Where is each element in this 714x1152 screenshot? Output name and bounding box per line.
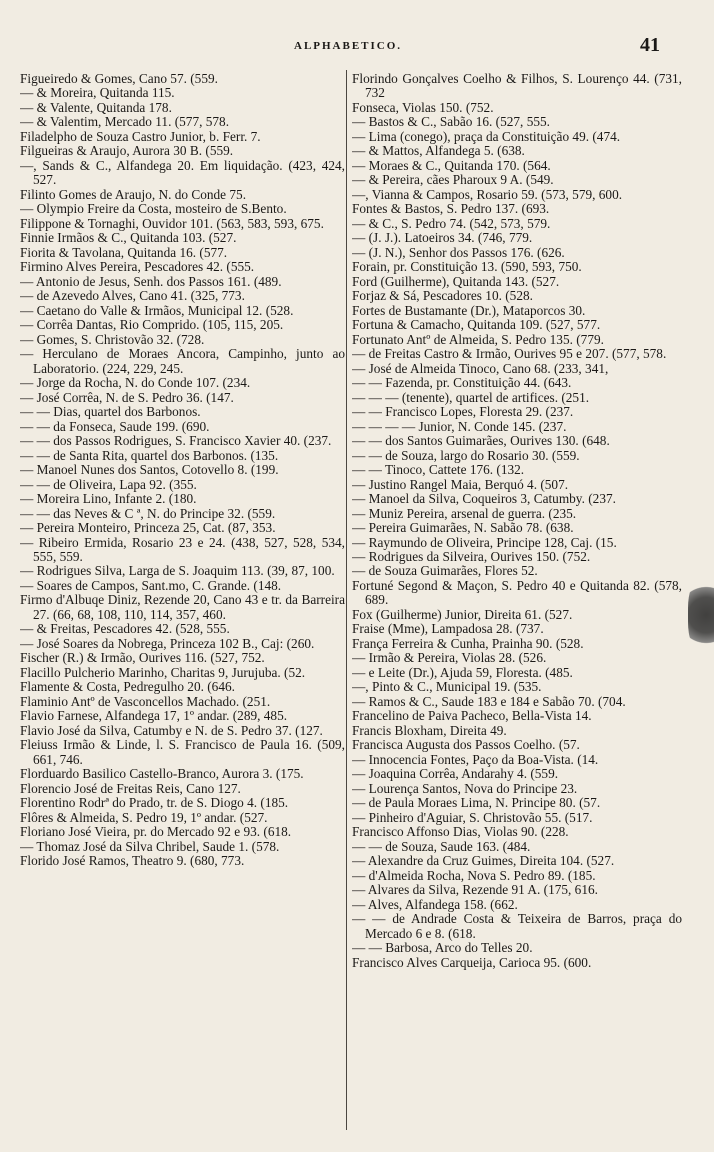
directory-entry: Fortuna & Camacho, Quitanda 109. (527, 577. xyxy=(352,317,601,333)
directory-entry: — — Barbosa, Arco do Telles 20. xyxy=(352,940,533,956)
directory-entry: — — de Santa Rita, quartel dos Barbonos. (135. xyxy=(20,447,279,463)
directory-entry: — Soares de Campos, Sant.mo, C. Grande. (148. xyxy=(20,577,282,593)
directory-entry: — Justino Rangel Maia, Berquó 4. (507. xyxy=(352,476,569,492)
directory-entry: Francis Bloxham, Direita 49. xyxy=(352,722,507,738)
directory-entry: — — de Andrade Costa & Teixeira de Barros, praça do Mercado 6 e 8. (618. xyxy=(352,911,682,941)
directory-entry: —, Pinto & C., Municipal 19. (535. xyxy=(352,679,542,695)
page-number: 41 xyxy=(640,34,660,56)
directory-entry: — Lourença Santos, Nova do Principe 23. xyxy=(352,780,578,796)
directory-entry: — (J. N.), Senhor dos Passos 176. (626. xyxy=(352,244,565,260)
directory-entry: — & Pereira, cães Pharoux 9 A. (549. xyxy=(352,172,554,188)
directory-entry: — Irmão & Pereira, Violas 28. (526. xyxy=(352,650,547,666)
directory-entry: —, Sands & C., Alfandega 20. Em liquidação. (423, 424, 527. xyxy=(20,157,345,188)
directory-entry: — Antonio de Jesus, Senh. dos Passos 161. (489. xyxy=(20,273,282,289)
directory-entry: —, Vianna & Campos, Rosario 59. (573, 579, 600. xyxy=(352,186,623,202)
directory-entry: — de Freitas Castro & Irmão, Ourives 95 e 207. (577, 578. xyxy=(352,346,667,362)
directory-entry: — Pereira Monteiro, Princeza 25, Cat. (87, 353. xyxy=(20,520,276,536)
directory-entry: Filadelpho de Souza Castro Junior, b. Ferr. 7. xyxy=(20,128,261,144)
directory-entry: Fortuné Segond & Maçon, S. Pedro 40 e Quitanda 82. (578, 689. xyxy=(352,577,682,608)
directory-entry: Finnie Irmãos & C., Quitanda 103. (527. xyxy=(20,230,237,246)
page-header xyxy=(0,34,714,60)
directory-entry: — — — — Junior, N. Conde 145. (237. xyxy=(352,418,567,434)
directory-entry: — José Soares da Nobrega, Princeza 102 B., Caj: (260. xyxy=(20,635,315,651)
directory-entry: Florentino Rodrª do Prado, tr. de S. Diogo 4. (185. xyxy=(20,795,289,811)
directory-entry: Floriano José Vieira, pr. do Mercado 92 e 93. (618. xyxy=(20,824,292,840)
directory-entry: Fortunato Antº de Almeida, S. Pedro 135. (779. xyxy=(352,331,604,347)
directory-entry: — Pinheiro d'Aguiar, S. Christovão 55. (517. xyxy=(352,809,593,825)
directory-entry: — José Corrêa, N. de S. Pedro 36. (147. xyxy=(20,389,234,405)
directory-entry: — Jorge da Rocha, N. do Conde 107. (234. xyxy=(20,375,251,391)
directory-entry: França Ferreira & Cunha, Prainha 90. (528. xyxy=(352,635,584,651)
directory-entry: Firmo d'Albuqe Diniz, Rezende 20, Cano 43 e tr. da Barreira 27. (66, 68, 108, 110, 114, 357, 460. xyxy=(20,592,345,622)
directory-entry: — — dos Santos Guimarães, Ourives 130. (648. xyxy=(352,433,610,449)
right-column xyxy=(352,72,682,1132)
directory-entry: — Lima (conego), praça da Constituição 49. (474. xyxy=(352,128,621,144)
directory-entry: — & Freitas, Pescadores 42. (528, 555. xyxy=(20,621,230,637)
directory-entry: Flôres & Almeida, S. Pedro 19, 1º andar. (527. xyxy=(20,809,268,825)
directory-entry: Forjaz & Sá, Pescadores 10. (528. xyxy=(352,288,533,304)
directory-entry: — — de Souza, largo do Rosario 30. (559. xyxy=(352,447,580,463)
directory-entry: Francisco Alves Carqueija, Carioca 95. (600. xyxy=(352,954,592,970)
directory-entry: — Manoel Nunes dos Santos, Cotovello 8. (199. xyxy=(20,462,279,478)
directory-entry: — José de Almeida Tinoco, Cano 68. (233, 341, xyxy=(352,360,609,376)
directory-entry: — Gomes, S. Christovão 32. (728. xyxy=(20,331,205,347)
directory-entry: Forain, pr. Constituição 13. (590, 593, 750. xyxy=(352,259,582,275)
directory-entry: — & Mattos, Alfandega 5. (638. xyxy=(352,143,525,159)
directory-entry: — de Azevedo Alves, Cano 41. (325, 773. xyxy=(20,288,245,304)
directory-entry: — Alvares da Silva, Rezende 91 A. (175, 616. xyxy=(352,882,598,898)
directory-entry: — Rodrigues da Silveira, Ourives 150. (752. xyxy=(352,548,591,564)
directory-entry: Flamente & Costa, Pedregulho 20. (646. xyxy=(20,679,235,695)
directory-entry: Florindo Gonçalves Coelho & Filhos, S. Lourenço 44. (731, 732 xyxy=(352,72,682,101)
directory-entry: — — Fazenda, pr. Constituição 44. (643. xyxy=(352,375,572,391)
directory-entry: Fonseca, Violas 150. (752. xyxy=(352,99,494,115)
directory-entry: Francelino de Paiva Pacheco, Bella-Vista 14. xyxy=(352,708,592,724)
directory-entry: — Joaquina Corrêa, Andarahy 4. (559. xyxy=(352,766,559,782)
directory-entry: Firmino Alves Pereira, Pescadores 42. (555. xyxy=(20,259,255,275)
directory-entry: — Moreira Lino, Infante 2. (180. xyxy=(20,491,197,507)
directory-entry: — Ribeiro Ermida, Rosario 23 e 24. (438, 527, 528, 534, 555, 559. xyxy=(20,534,345,564)
directory-entry: Ford (Guilherme), Quitanda 143. (527. xyxy=(352,273,560,289)
directory-entry: Flavio Farnese, Alfandega 17, 1º andar. (289, 485. xyxy=(20,708,288,724)
directory-entry: — Corrêa Dantas, Rio Comprido. (105, 115, 205. xyxy=(20,317,284,333)
directory-entry: Filgueiras & Araujo, Aurora 30 B. (559. xyxy=(20,143,234,159)
directory-entry: Florencio José de Freitas Reis, Cano 127. xyxy=(20,780,241,796)
directory-entry: Flaminio Antº de Vasconcellos Machado. (251. xyxy=(20,693,271,709)
directory-entry: — — de Oliveira, Lapa 92. (355. xyxy=(20,476,197,492)
directory-entry: Fontes & Bastos, S. Pedro 137. (693. xyxy=(352,201,550,217)
directory-entry: — e Leite (Dr.), Ajuda 59, Floresta. (485. xyxy=(352,664,573,680)
running-head: ALPHABETICO. xyxy=(294,40,403,52)
directory-entry: Filinto Gomes de Araujo, N. do Conde 75. xyxy=(20,186,247,202)
directory-entry: — — — (tenente), quartel de artifices. (251. xyxy=(352,389,590,405)
directory-entry: — & Valentim, Mercado 11. (577, 578. xyxy=(20,114,230,130)
directory-entry: — — da Fonseca, Saude 199. (690. xyxy=(20,418,210,434)
directory-entry: — — Tinoco, Cattete 176. (132. xyxy=(352,462,525,478)
directory-entry: Fleiuss Irmão & Linde, l. S. Francisco de Paula 16. (509, 661, 746. xyxy=(20,737,345,767)
directory-entry: Fiorita & Tavolana, Quitanda 16. (577. xyxy=(20,244,228,260)
directory-entry: — & C., S. Pedro 74. (542, 573, 579. xyxy=(352,215,551,231)
directory-entry: — Alves, Alfandega 158. (662. xyxy=(352,896,518,912)
directory-entry: — de Souza Guimarães, Flores 52. xyxy=(352,563,538,579)
directory-entry: — — de Souza, Saude 163. (484. xyxy=(352,838,531,854)
directory-entry: — Herculano de Moraes Ancora, Campinho, junto ao Laboratorio. (224, 229, 245. xyxy=(20,346,345,376)
directory-entry: Fraise (Mme), Lampadosa 28. (737. xyxy=(352,621,544,637)
directory-entry: Florduardo Basilico Castello-Branco, Aurora 3. (175. xyxy=(20,766,304,782)
directory-entry: — — Dias, quartel dos Barbonos. xyxy=(20,404,201,420)
directory-entry: — Pereira Guimarães, N. Sabão 78. (638. xyxy=(352,520,574,536)
directory-entry: Fortes de Bustamante (Dr.), Mataporcos 30. xyxy=(352,302,586,318)
directory-entry: — — Francisco Lopes, Floresta 29. (237. xyxy=(352,404,574,420)
directory-entry: Filippone & Tornaghi, Ouvidor 101. (563, 583, 593, 675. xyxy=(20,215,324,231)
directory-entry: Francisco Affonso Dias, Violas 90. (228. xyxy=(352,824,569,840)
directory-entry: — Manoel da Silva, Coqueiros 3, Catumby. (237. xyxy=(352,491,616,507)
directory-entry: — d'Almeida Rocha, Nova S. Pedro 89. (185. xyxy=(352,867,596,883)
directory-entry: — & Valente, Quitanda 178. xyxy=(20,99,172,115)
directory-entry: — de Paula Moraes Lima, N. Principe 80. (57. xyxy=(352,795,601,811)
directory-entry: — Innocencia Fontes, Paço da Boa-Vista. (14. xyxy=(352,751,599,767)
directory-entry: — & Moreira, Quitanda 115. xyxy=(20,85,175,101)
directory-entry: Fox (Guilherme) Junior, Direita 61. (527. xyxy=(352,606,573,622)
directory-entry: — Muniz Pereira, arsenal de guerra. (235. xyxy=(352,505,577,521)
directory-entry: — Alexandre da Cruz Guimes, Direita 104. (527. xyxy=(352,853,615,869)
directory-entry: — — das Neves & C ª, N. do Principe 32. (559. xyxy=(20,505,276,521)
directory-entry: Flavio José da Silva, Catumby e N. de S. Pedro 37. (127. xyxy=(20,722,323,738)
directory-entry: — (J. J.). Latoeiros 34. (746, 779. xyxy=(352,230,533,246)
binding-shadow xyxy=(688,580,714,650)
directory-entry: — Thomaz José da Silva Chribel, Saude 1. (578. xyxy=(20,838,280,854)
directory-entry: Francisca Augusta dos Passos Coelho. (57. xyxy=(352,737,580,753)
directory-entry: — Raymundo de Oliveira, Principe 128, Caj. (15. xyxy=(352,534,617,550)
directory-entry: Flacillo Pulcherio Marinho, Charitas 9, Jurujuba. (52. xyxy=(20,664,306,680)
directory-entry: — Bastos & C., Sabão 16. (527, 555. xyxy=(352,114,550,130)
directory-entry: Figueiredo & Gomes, Cano 57. (559. xyxy=(20,72,218,86)
directory-entry: — Olympio Freire da Costa, mosteiro de S.Bento. xyxy=(20,201,287,217)
directory-entry: Florido José Ramos, Theatro 9. (680, 773. xyxy=(20,853,245,869)
directory-entry: — Moraes & C., Quitanda 170. (564. xyxy=(352,157,551,173)
directory-entry: — — dos Passos Rodrigues, S. Francisco Xavier 40. (237. xyxy=(20,433,332,449)
directory-entry: — Rodrigues Silva, Larga de S. Joaquim 113. (39, 87, 100. xyxy=(20,563,335,579)
directory-entry: Fischer (R.) & Irmão, Ourives 116. (527, 752. xyxy=(20,650,265,666)
directory-entry: — Ramos & C., Saude 183 e 184 e Sabão 70. (704. xyxy=(352,693,626,709)
column-divider xyxy=(346,70,347,1130)
left-column xyxy=(20,72,345,1132)
directory-entry: — Caetano do Valle & Irmãos, Municipal 12. (528. xyxy=(20,302,294,318)
